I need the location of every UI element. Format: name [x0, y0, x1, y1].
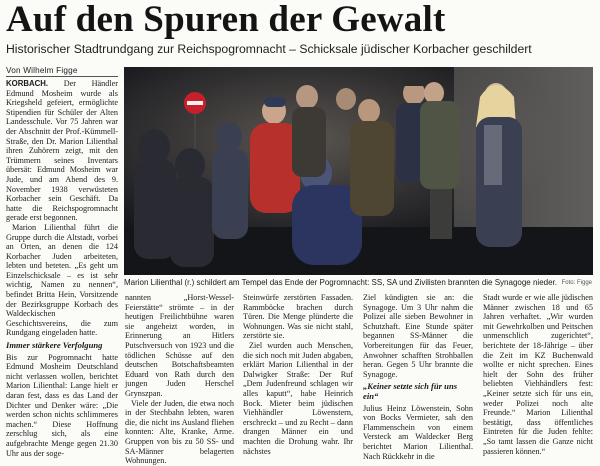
article-column-2 [125, 293, 234, 466]
byline: Von Wilhelm Figge [6, 66, 118, 77]
article-column-1 [6, 79, 118, 458]
paragraph: Julius Heinz Löwenstein, Sohn von Bocks Vermieter, sah den Flammenschein von einem Versteck am Waldecker Berg berichtet Marion Lilienthal. Nach Rückkehr in die [363, 403, 473, 461]
paragraph: Marion Lilienthal führt die Gruppe durch die Altstadt, vorbei an Orten, an denen die 124 Korbacher Juden arbeiteten, lebten und beteten. „Es geht um Einzelschicksale – es ist sehr wichtig, Namen zu nennen“, befindet Britta Hein, Vorsitzende der Bezirksgruppe Korbach des Waldeckischen Geschichtsvereins, die zum Rundgang eingeladen hatte. [6, 222, 118, 338]
paragraph: nannten „Horst-Wessel-Feierstätte“ strömte – in der heutigen Freilichtbühne waren sie angeheizt worden, in Erinnerung an Hitlers Putschversuch von 1923 und die tödlichen Schüsse auf den deutschen Botschaftsbeamten Eduard von Rath durch den jungen Juden Herschel Grynszpan. [125, 293, 234, 398]
paragraph: Steinwürfe zerstörten Fassaden. Rammböcke brachen durch Türen. Die Menge plünderte die Wohnungen. Was sie nicht stahl, zerstörte sie. [243, 293, 353, 341]
photo-credit: Foto: Figge [561, 280, 592, 286]
section-subhead: „Keiner setzte sich für uns ein“ [363, 381, 458, 401]
paragraph: Bis zur Pogromnacht hatte Edmund Mosheim Deutschland nicht verlassen wollen, berichtet Marion Lilienthal: Lange hielt er daran fest, dass es das Land der Dichter und Denker wäre: „Die werden schon nichts schlimmeres machen.“ Diese Hoffnung zerschlug sich, als eine aufgebrachte Menge gegen 21.30 Uhr aus der soge- [6, 352, 118, 458]
paragraph-text: Der Händler Edmund Mosheim wurde als Kriegsheld gefeiert, ermöglichte Stipendien für Schüler der Alten Landesschule. Vor 75 Jahren war der Abschnitt der Prof.-Kümmell-Straße, den Dr. Marion Lilienthal ihren Zuhörern zeigt, mit den Trümmern seines Inventars übersät: Edmund Mosheim war Jude, und am Abend des 9. November 1938 verwüsteten Korbacher sein Geschäft. Da hatte die Reichspogromnacht gerade erst begonnen. [6, 79, 118, 223]
paragraph: Ziel wurden auch Menschen, die sich noch mit Juden abgaben, erklärt Marion Lilienthal in der Dalwigker Straße: Der Ruf „Dem Judenfreund schlagen wir alles kaputt“, habe Heinrich Bock. Mieter beim jüdischen Viehhändler Löwenstern, erschreckt – und zu Recht – dann drangen Männer ein und machten die Drohung wahr. Ihr nächstes [243, 340, 353, 456]
section-subhead: Immer stärkere Verfolgung [6, 340, 103, 351]
subheadline: Historischer Stadtrundgang zur Reichspogromnacht – Schicksale jüdischer Korbacher geschildert [6, 42, 532, 56]
photo-caption: Marion Lilienthal (r.) schildert am Tempel das Ende der Pogromnacht: SS, SA und Zivilisten brannten die Synagoge nieder. [124, 278, 557, 287]
article-column-5 [483, 293, 593, 456]
dateline: KORBACH. [6, 79, 49, 88]
paragraph: Viele der Juden, die etwa noch in der Stechbahn lebten, waren die, die nicht ins Ausland fliehen konnten: Alte, Kranke, Arme. Gruppen von bis zu 50 SS- und SA-Männer belagerten Wohnungen. [125, 398, 234, 466]
paragraph: Ziel kündigten sie an: die Synagoge. Um 3 Uhr nahm die Polizei alle sieben Bewohner in Schutzhaft. Eine Stunde später begannen SS-Männer die Vorbereitungen für das Feuer, Anwohner schafften Strohballen heran. Gegen 5 Uhr brannte die Synagoge. [363, 293, 473, 379]
headline: Auf den Spuren der Gewalt [6, 0, 446, 40]
article-photo [124, 67, 593, 275]
article-column-4 [363, 293, 473, 461]
article-column-3 [243, 293, 353, 456]
photo-illustration [124, 67, 593, 275]
paragraph [6, 79, 118, 223]
paragraph: Stadt wurde er wie alle jüdischen Männer zwischen 18 und 65 Jahren verhaftet. „Wir wurden mit Gewehrkolben und Peitschen unmenschlich zugerichtet“, berichtete der 18-Jährige – über die Zeit im KZ Buchenwald wollte er nicht sprechen. Eines hielt der Sohn des früher beliebten Viehhändlers fest: „Keiner setzte sich für uns ein, weder Polizei noch alte Freunde.“ Marion Lilienthal bestätigt, dass öffentliches Eintreten für die Juden fehlte: „So tamt lassen die Ganze nicht passieren können.“ [483, 293, 593, 456]
